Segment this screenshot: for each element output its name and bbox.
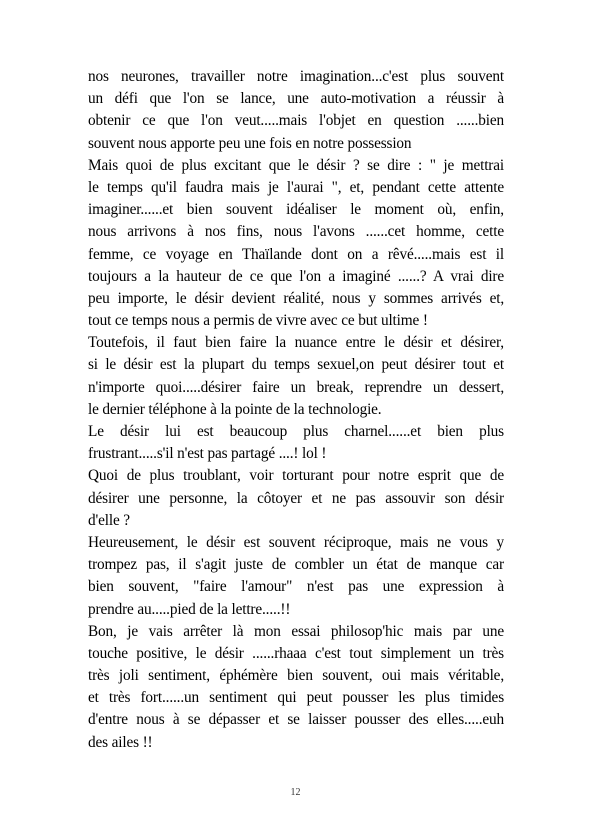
text-line: souvent nous apporte peu une fois en notre possession [88,134,412,152]
text-line: trompez pas, il s'agit juste de combler un état de manque car [88,556,504,574]
body-text [88,66,504,754]
page-number: 12 [290,787,301,798]
text-line: obtenir ce que l'on veut.....mais l'objet en question ......bien [88,112,504,130]
text-line: femme, ce voyage en Thaïlande dont on a rêvé.....mais est il [88,245,504,263]
text-line: le dernier téléphone à la pointe de la technologie. [88,400,382,418]
text-line: si le désir est la plupart du temps sexuel,on peut désirer tout et [88,356,504,374]
text-line: et très fort......un sentiment qui peut pousser les plus timides [88,689,504,707]
text-line: peu importe, le désir devient réalité, nous y sommes arrivés et, [88,289,504,307]
text-line: Toutefois, il faut bien faire la nuance entre le désir et désirer, [88,334,504,352]
text-line: nos neurones, travailler notre imagination...c'est plus souvent [88,68,504,85]
text-line: le temps qu'il faudra mais je l'aurai ", et, pendant cette attente [88,178,504,196]
text-line: bien souvent, "faire l'amour" n'est pas une expression à [88,578,504,596]
text-line: prendre au.....pied de la lettre.....!! [88,600,291,618]
text-line: frustrant.....s'il n'est pas partagé ....! lol ! [88,445,327,463]
text-line: Le désir lui est beaucoup plus charnel......et bien plus [88,423,504,440]
text-line: imaginer......et bien souvent idéaliser le moment où, enfin, [88,201,504,219]
text-line: touche positive, le désir ......rhaaa c'est tout simplement un très [88,644,504,662]
text-line: nous arrivons à nos fins, nous l'avons ......cet homme, cette [88,223,504,241]
text-line: Bon, je vais arrêter là mon essai philosop'hic mais par une [88,622,504,640]
text-line: d'elle ? [88,511,130,529]
text-line: Heureusement, le désir est souvent réciproque, mais ne vous y [88,533,504,551]
text-line: désirer une personne, la côtoyer et ne pas assouvir son désir [88,489,504,507]
text-line: très joli sentiment, éphémère bien souvent, oui mais véritable, [88,667,504,685]
text-line: tout ce temps nous a permis de vivre avec ce but ultime ! [88,312,428,330]
text-line: un défi que l'on se lance, une auto-motivation a réussir à [88,90,504,108]
text-line: d'entre nous à se dépasser et se laisser pousser des elles.....euh [88,711,504,729]
text-line: n'importe quoi.....désirer faire un break, reprendre un dessert, [88,378,504,396]
text-line: des ailes !! [88,733,153,751]
text-line: Mais quoi de plus excitant que le désir ? se dire : " je mettrai [88,156,504,174]
text-line: toujours a la hauteur de ce que l'on a imaginé ......? A vrai dire [88,267,504,285]
text-line: Quoi de plus troublant, voir torturant pour notre esprit que de [88,467,504,485]
